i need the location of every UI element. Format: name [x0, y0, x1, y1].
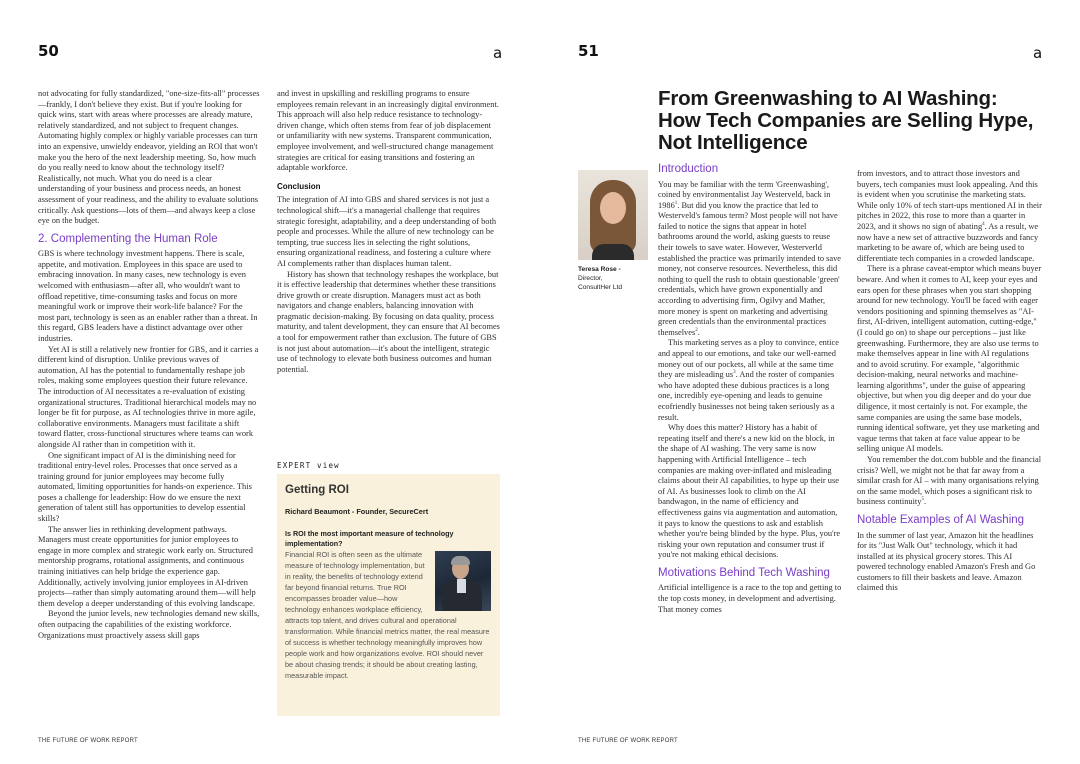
- expert-answer: [285, 549, 493, 681]
- expert-answer-text: Financial ROI is often seen as the ultimate measure of technology implementation, but in reality, the benefits of technology extend far beyond financial returns. True ROI encompasses broader value—how technology enhances workplace efficiency, attracts top talent, and drives cultural and operational transformation. While financial metrics matter, the real measure of success is whether technology meaningfully improves how people work and how organizations evolve. ROI should never be about chasing trends; it should be about creating lasting, measurable impact.: [285, 550, 490, 681]
- expert-photo: [435, 551, 491, 611]
- paragraph: One significant impact of AI is the diminishing need for traditional entry-level roles. Processes that once served as a training ground for junior employees may become fully automated, limiting opportunities for hands-on experience. This poses a challenge for leadership: How do we ensure the next generation of talent still has opportunities to develop essential skills?: [38, 450, 252, 524]
- footer-left: THE FUTURE OF WORK REPORT: [38, 738, 138, 744]
- left-column-1: [38, 89, 260, 641]
- footer-right: THE FUTURE OF WORK REPORT: [578, 738, 678, 744]
- section-heading: Conclusion: [277, 181, 321, 191]
- article-title: From Greenwashing to AI Washing: How Tech Companies are Selling Hype, Not Intelligence: [658, 87, 1034, 154]
- section-heading: 2. Complementing the Human Role: [38, 232, 218, 245]
- paragraph: In the summer of last year, Amazon hit the headlines for its "Just Walk Out" technology, which it had installed at its physical grocery stores. This AI powered technology enabled Amazon's Fresh and Go customers to fill their baskets and leave. Amazon claimed this: [857, 530, 1036, 593]
- paragraph: You may be familiar with the term 'Greenwashing', coined by environmentalist Jay Westerveld, back in 1986$^1$. But did you know the practice that led to Westerveld's famous term? Most people will not have failed to notice the signs that appear in hotel bathrooms around the world, asking guests to reuse their towels to save water. However, Westerverld established the practice was primarily intended to save money, not conserve resources. Nevertheless, this did nothing to quell the rush to obtain questionable 'green' credentials, which have grown exponentially and according to advertising firm, Ogilvy and Mather, more money is spent on marketing and advertising green credentials than the environmental practices themselves$^2$.: [658, 179, 842, 337]
- author-photo: [578, 170, 648, 260]
- right-column-2: [857, 169, 1042, 594]
- page-number: 51: [578, 42, 599, 60]
- author-company: ConsultHer Ltd: [578, 284, 622, 291]
- expert-question: Is ROI the most important measure of technology implementation?: [285, 529, 454, 548]
- paragraph: The answer lies in rethinking development pathways. Managers must create opportunities for junior employees to engage in more complex and strategic work early on. Structured mentorship programs, rotational assignments, and continuous training initiatives can help bridge the experience gap. Additionally, actively involving junior employees in AI-driven projects—rather than simply automating around them—will help them develop a deeper understanding of this evolving landscape.: [38, 524, 256, 608]
- paragraph: not advocating for fully standardized, "one-size-fits-all" processes—frankly, I don't believe they exist. But if you're looking for quick wins, start with areas where processes are already mature, relatively standardized, and not subject to frequent changes. Automating highly complex or highly variable processes can turn into an expensive, unwieldy endeavor, yielding an ROI that won't make you the hero of the next leadership meeting. So, how much do you really need to know about the technology itself? Realistically, not much. What you do need is a clear understanding of your business and process needs, an honest assessment of your readiness, and the ability to evaluate solutions critically. Ask questions—lots of them—and always keep a close eye on the budget.: [38, 89, 260, 226]
- paragraph: Beyond the junior levels, new technologies demand new skills, often outpacing the capabilities of the existing workforce. Organizations must proactively assess skill gaps: [38, 609, 260, 640]
- section-heading: Notable Examples of AI Washing: [857, 514, 1025, 526]
- left-column-2: [277, 89, 500, 375]
- paragraph: History has shown that technology reshapes the workplace, but it is effective leadership that determines whether these transitions drive growth or create disruption. Managers must act as both navigators and change enablers, balancing innovation with pragmatic decision-making. By focusing on data quality, process maturity, and talent development, they can ensure that AI becomes a tool for empowerment rather than exclusion. The future of GBS is not just about automation—it's about the intelligent, strategic use of technology to elevate both business outcomes and human potential.: [277, 269, 500, 374]
- paragraph: Why does this matter? History has a habit of repeating itself and there's a new kid on the block, in the shape of AI washing. The very same is now happening with Artificial Intelligence – tech companies are making over-inflated and misleading claims about their AI capabilities, to hype up their use of AI. As businesses look to climb on the AI bandwagon, in the name of efficiency and effectiveness gains via augmentation and automation, it pays to know the questions to ask and establish whether you're being blinded by the hype. Plus, you're risking your own reputation and consumer trust if you're not making ethical decisions.: [658, 423, 841, 560]
- paragraph: There is a phrase caveat-emptor which means buyer beware. And when it comes to AI, keep your eyes and ears open for these phrases when you start shopping around for new technology. You'll be faced with eager vendors positioning and spinning themselves as "AI-first, AI-driven, intelligent automation, cutting-edge," (I could go on) to shape our perceptions – just like greenwashing. Furthermore, they are also use terms to make themselves appear in line with AI regulations and to avoid scrutiny. For example, "algorithmic decision-making, neural networks and machine-learning algorithms", under the guise of appearing objective, but when you dig deeper and do your due diligence, it most certainly is not. For example, the same companies are using the same base models, running identical software, yet they use marketing and vague terms that taken at face value appear to be selling unique AI models.: [857, 264, 1042, 454]
- logo-mark: a: [1033, 44, 1043, 62]
- paragraph: Artificial intelligence is a race to the top and getting to the top costs money, in development and advertising. That money comes: [658, 583, 842, 614]
- paragraph: This marketing serves as a ploy to convince, entice and appeal to our emotions, and take our well-earned money out of our pockets, all while at the same time they are misleading $us^3$. And the roster of companies who have adopted these dubious practices is a long one, incredibly eye-opening and leads to genuine ecofriendly businesses not being taken seriously as a result.: [658, 338, 839, 422]
- logo-mark: a: [493, 44, 503, 62]
- paragraph: from investors, and to attract those investors and buyers, tech companies must look appealing. And this is evident when you scrutinise the marketing stats. While only 10% of tech start-ups mentioned AI in their pitches in 2022, this rose to more than a quarter in 2023, and it shows no sign of abating$^4$. As a result, we now have a new set of attractive buzzwords and fancy marketing to be aware of, which are being used to differentiate tech companies in a crowded landscape.: [857, 169, 1042, 263]
- section-heading: Introduction: [658, 163, 719, 175]
- paragraph: The integration of AI into GBS and shared services is not just a technological shift—it's a managerial challenge that requires strategic foresight, adaptability, and a deep understanding of both people and processes. While the allure of new technology can be tempting, true success lies in selecting the right solutions, ensuring organizational readiness, and fostering a culture where AI complements rather than displaces human talent.: [277, 195, 497, 268]
- expert-author: Richard Beaumont - Founder, SecureCert: [285, 507, 429, 516]
- expert-title: Getting ROI: [285, 484, 349, 496]
- right-column-1: [658, 164, 842, 615]
- expert-view-box: [277, 474, 500, 716]
- paragraph: Yet AI is still a relatively new frontier for GBS, and it carries a different kind of disruption. Unlike previous waves of automation, AI has the potential to fundamentally reshape job roles, making some employees question their future relevance. The introduction of AI necessitates a re-evaluation of existing organizational structures. Traditional hierarchical models may no longer be fit for purpose, as AI technologies thrive in more agile, collaborative environments. Managers must facilitate a shift toward flatter, cross-functional structures where teams can work alongside AI rather than in competition with it.: [38, 344, 259, 449]
- author-role: Director,: [578, 275, 603, 282]
- author-caption: [578, 265, 650, 292]
- paragraph: GBS is where technology investment happens. There is scale, appetite, and motivation. Employees in this space are used to embracing innovation. In many cases, new technology is even welcomed with enthusiasm—after all, who wouldn't want to offload repetitive, time-consuming tasks and focus on more meaningful work or improve their work-life balance? For the most part, technology is seen as an enabler rather than a threat. In this regard, GBS leaders have a distinct advantage over other industries.: [38, 249, 258, 343]
- page-number: 50: [38, 42, 59, 60]
- expert-view-label: EXPERT view: [277, 461, 340, 470]
- section-heading: Motivations Behind Tech Washing: [658, 566, 830, 579]
- paragraph: You remember the dot.com bubble and the financial crisis? Well, we might not be that far away from a similar crash for AI – with many organisations relying on the same model, which poses a significant risk to business continuity$^5$.: [857, 455, 1042, 507]
- author-name: Teresa Rose -: [578, 266, 621, 273]
- paragraph: and invest in upskilling and reskilling programs to ensure employees remain relevant in an increasingly digital environment. This approach will also help reduce resistance to technology-driven change, which often stems from fear of job displacement or unfamiliarity with new systems. Transparent communication, employee involvement, and well-structured change management strategies are critical for easing transitions and fostering an adaptable workforce.: [277, 89, 499, 173]
